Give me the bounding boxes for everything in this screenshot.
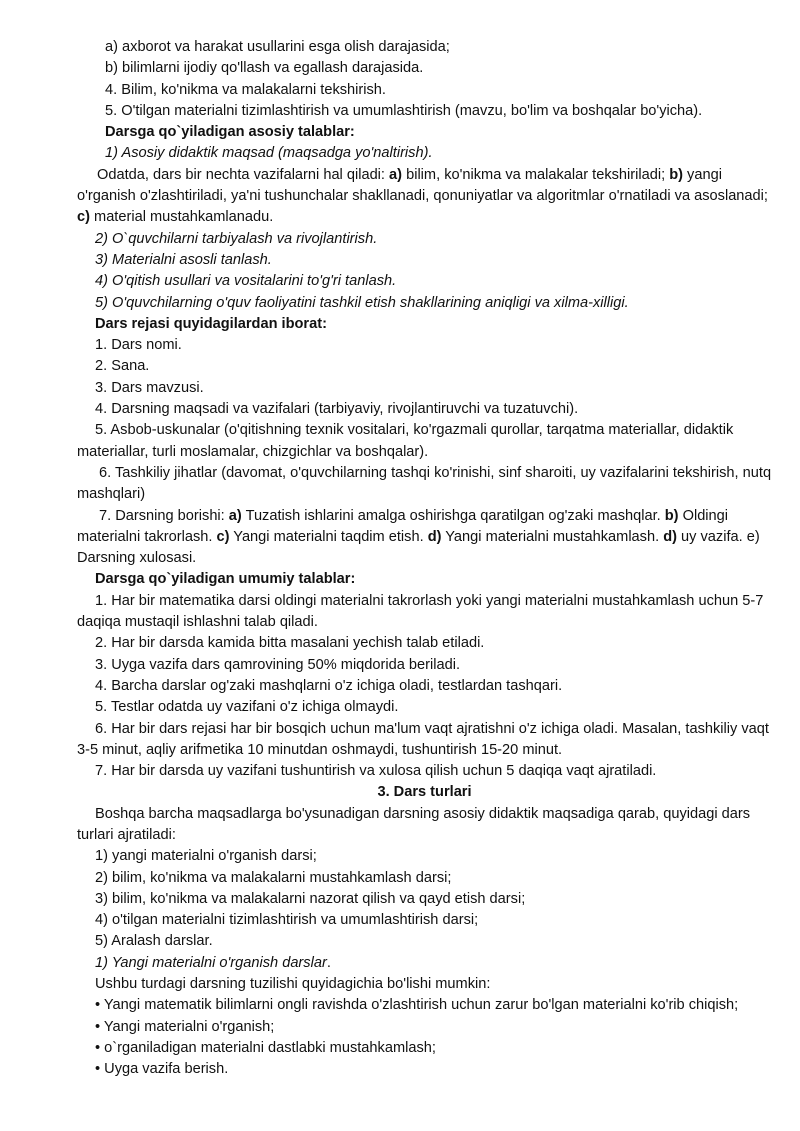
type-item-1: 1) yangi materialni o'rganish darsi; [95,848,317,865]
line-didaktik-maqsad: 1) Asosiy didaktik maqsad (maqsadga yo'naltirish). [105,145,433,162]
plan-item-5: 5. Asbob-uskunalar (o'qitishning texnik vositalari, ko'rgazmali qurollar, tarqatma materiallar, didaktik materiallar, turli moslamalar, chizgichlar va boshqalar). [77,422,734,460]
line-bilimlarni: b) bilimlarni ijodiy qo'llash va egallash darajasida. [105,60,424,77]
plan-item-1: 1. Dars nomi. [95,337,182,354]
plan-item-6: 6. Tashkiliy jihatlar (davomat, o'quvchilarning tashqi ko'rinishi, sinf sharoiti, uy vazifalarini tekshirish, nutq mashqlari) [77,464,772,503]
heading-dars-rejasi: Dars rejasi quyidagilardan iborat: [95,315,327,332]
line-material-tanlash: 3) Materialni asosli tanlash. [95,251,272,268]
heading-umumiy-talablar: Darsga qo`yiladigan umumiy talablar: [95,571,356,588]
line-tuzilishi: Ushbu turdagi darsning tuzilishi quyidagichia bo'lishi mumkin: [95,976,491,993]
line-tizimlashtirish: 5. O'tilgan materialni tizimlashtirish va umumlashtirish (mavzu, bo'lim va boshqalar bo'yicha). [105,102,703,119]
line-faoliyat: 5) O'quvchilarning o'quv faoliyatini tashkil etish shakllarining aniqligi va xilma-xilligi. [95,294,629,311]
line-usullar: 4) O'qitish usullari va vositalarini to'g'ri tanlash. [95,273,397,290]
req-item-4: 4. Barcha darslar og'zaki mashqlarni o'z ichiga oladi, testlardan tashqari. [95,677,563,694]
type-item-2: 2) bilim, ko'nikma va malakalarni mustahkamlash darsi; [95,869,452,886]
req-item-5: 5. Testlar odatda uy vazifani o'z ichiga olmaydi. [95,699,399,716]
line-axborot: a) axborot va harakat usullarini esga olish darajasida; [105,39,450,55]
paragraph-dars-turlari: Boshqa barcha maqsadlarga bo'ysunadigan darsning asosiy didaktik maqsadiga qarab, quyidagi dars turlari ajratiladi: [77,805,751,843]
req-item-3: 3. Uyga vazifa dars qamrovining 50% miqdorida beriladi. [95,656,461,673]
line-bilim-tekshirish: 4. Bilim, ko'nikma va malakalarni tekshirish. [105,81,386,98]
bullet-item-4: • Uyga vazifa berish. [95,1061,229,1078]
plan-item-4: 4. Darsning maqsadi va vazifalari (tarbiyaviy, rivojlantiruvchi va tuzatuvchi). [95,401,579,418]
req-item-6: 6. Har bir dars rejasi har bir bosqich uchun ma'lum vaqt ajratishni o'z ichiga oladi. Masalan, tashkiliy vaqt 3-5 minut, aqliy arifmetika 10 minutdan oshmaydi, tushuntirish 15-20 minut. [77,720,769,758]
bullet-item-3: • o`rganiladigan materialni dastlabki mustahkamlash; [95,1039,436,1056]
subheading-yangi-material: 1) Yangi materialni o'rganish darslar. [95,954,331,971]
type-item-4: 4) o'tilgan materialni tizimlashtirish va umumlashtirish darsi; [95,912,479,929]
type-item-3: 3) bilim, ko'nikma va malakalarni nazorat qilish va qayd etish darsi; [95,890,526,907]
paragraph-vazifalar: Odatda, dars bir nechta vazifalarni hal qiladi: a) bilim, ko'nikma va malakalar tekshiriladi; b) yangi o'rganish o'zlashtiriladi, ya'ni tushunchalar shakllanadi, qonuniyatlar va algoritmlar o'rnatiladi va asoslanadi; c) material mustahkamlanadu. [77,166,768,226]
line-tarbiyalash: 2) O`quvchilarni tarbiyalash va rivojlantirish. [95,230,378,247]
section-heading-dars-turlari: 3. Dars turlari [377,784,472,801]
type-item-5: 5) Aralash darslar. [95,933,213,950]
req-item-7: 7. Har bir darsda uy vazifani tushuntirish va xulosa qilish uchun 5 daqiqa vaqt ajratiladi. [95,763,657,780]
bullet-item-1: • Yangi matematik bilimlarni ongli ravishda o'zlashtirish uchun zarur bo'lgan materialni ko'rib chiqish; [95,997,739,1014]
plan-item-3: 3. Dars mavzusi. [95,379,204,396]
plan-item-7: 7. Darsning borishi: a) Tuzatish ishlarini amalga oshirishga qaratilgan og'zaki mashqlar. b) Oldingi materialni takrorlash. c) Yangi materialni taqdim etish. d) Yangi materialni mustahkamlash. d) uy vazifa. e) Darsning xulosasi. [77,507,760,567]
plan-item-2: 2. Sana. [95,358,150,375]
req-item-1: 1. Har bir matematika darsi oldingi materialni takrorlash yoki yangi materialni mustahkamlash uchun 5-7 daqiqa mustaqil ishlashni talab qiladi. [77,592,764,631]
bullet-item-2: • Yangi materialni o'rganish; [95,1018,275,1035]
heading-asosiy-talablar: Darsga qo`yiladigan asosiy talablar: [105,124,355,141]
req-item-2: 2. Har bir darsda kamida bitta masalani yechish talab etiladi. [95,635,485,652]
